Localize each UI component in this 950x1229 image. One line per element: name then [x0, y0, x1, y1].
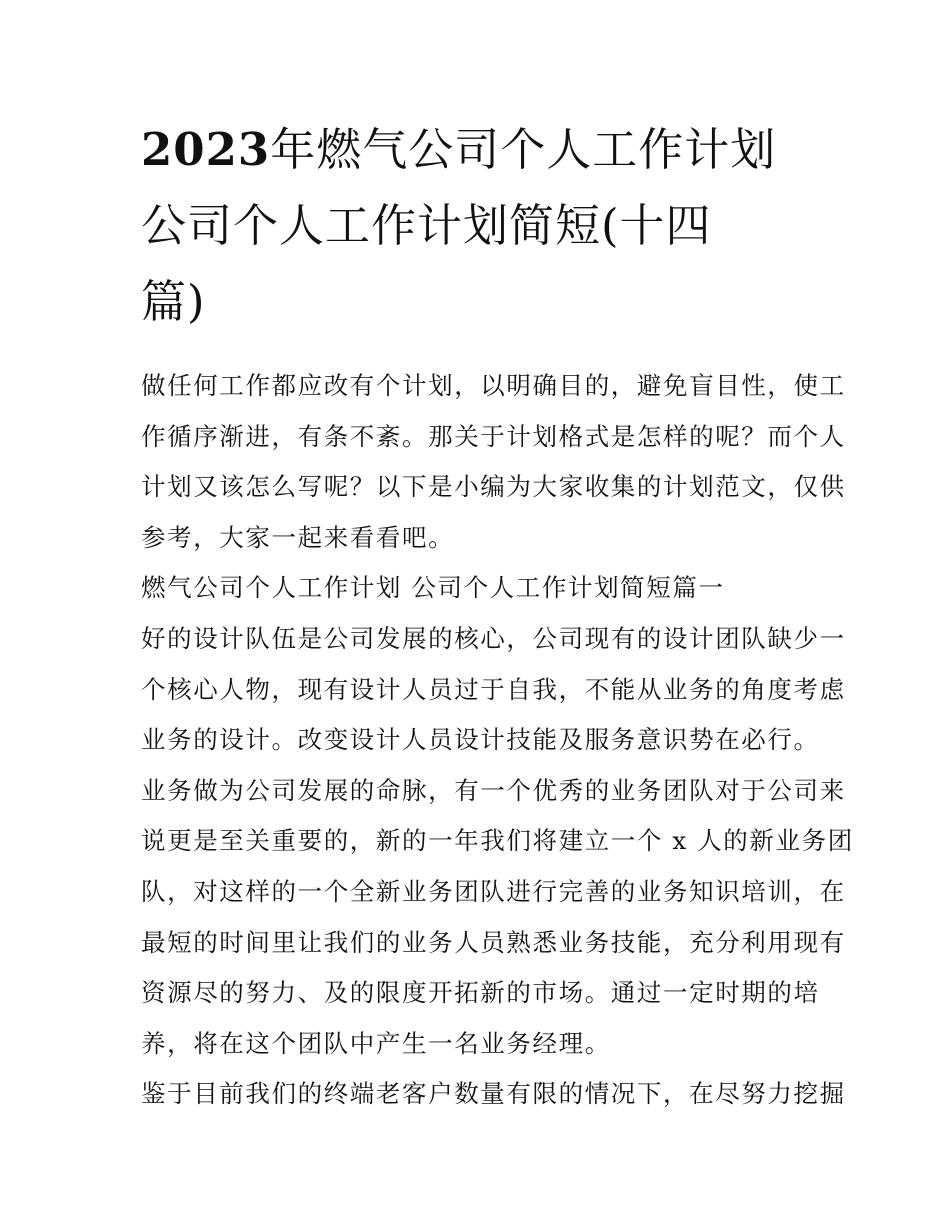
paragraph-business-line: 资源尽的努力、及的限度开拓新的市场。通过一定时期的培 [141, 978, 820, 1008]
paragraph-business-line: 业务做为公司发展的命脉，有一个优秀的业务团队对于公司来 [141, 775, 846, 805]
paragraph-intro-line: 计划又该怎么写呢？以下是小编为大家收集的计划范文，仅供 [141, 472, 846, 502]
paragraph-business-line: 最短的时间里让我们的业务人员熟悉业务技能，充分利用现有 [141, 927, 846, 957]
paragraph-design-line: 个核心人物，现有设计人员过于自我，不能从业务的角度考虑 [141, 674, 846, 704]
document-body [141, 361, 854, 1120]
paragraph-intro-line: 做任何工作都应改有个计划，以明确目的，避免盲目性，使工 [141, 371, 846, 400]
paragraph-intro-line: 作循序渐进，有条不紊。那关于计划格式是怎样的呢？而个人 [141, 421, 846, 451]
paragraph-business-line: 队，对这样的一个全新业务团队进行完善的业务知识培训，在 [141, 876, 846, 906]
paragraph-intro-line: 参考，大家一起来看看吧。 [141, 522, 455, 552]
title-line: 公司个人工作计划简短(十四 [141, 199, 712, 252]
document-title [141, 112, 821, 340]
title-line: 2023年燃气公司个人工作计划 [141, 123, 777, 176]
title-line: 篇) [141, 275, 206, 328]
paragraph-design-line: 业务的设计。改变设计人员设计技能及服务意识势在必行。 [141, 725, 820, 755]
paragraph-business-line: 说更是至关重要的，新的一年我们将建立一个 x 人的新业务团 [141, 826, 854, 856]
paragraph-business-line: 养，将在这个团队中产生一名业务经理。 [141, 1028, 611, 1058]
title-year: 2023 [141, 123, 271, 176]
paragraph-design-line: 好的设计队伍是公司发展的核心，公司现有的设计团队缺少一 [141, 623, 846, 653]
section-heading: 燃气公司个人工作计划 公司个人工作计划简短篇一 [141, 573, 725, 603]
paragraph-customers-line: 鉴于目前我们的终端老客户数量有限的情况下，在尽努力挖掘 [141, 1079, 846, 1109]
